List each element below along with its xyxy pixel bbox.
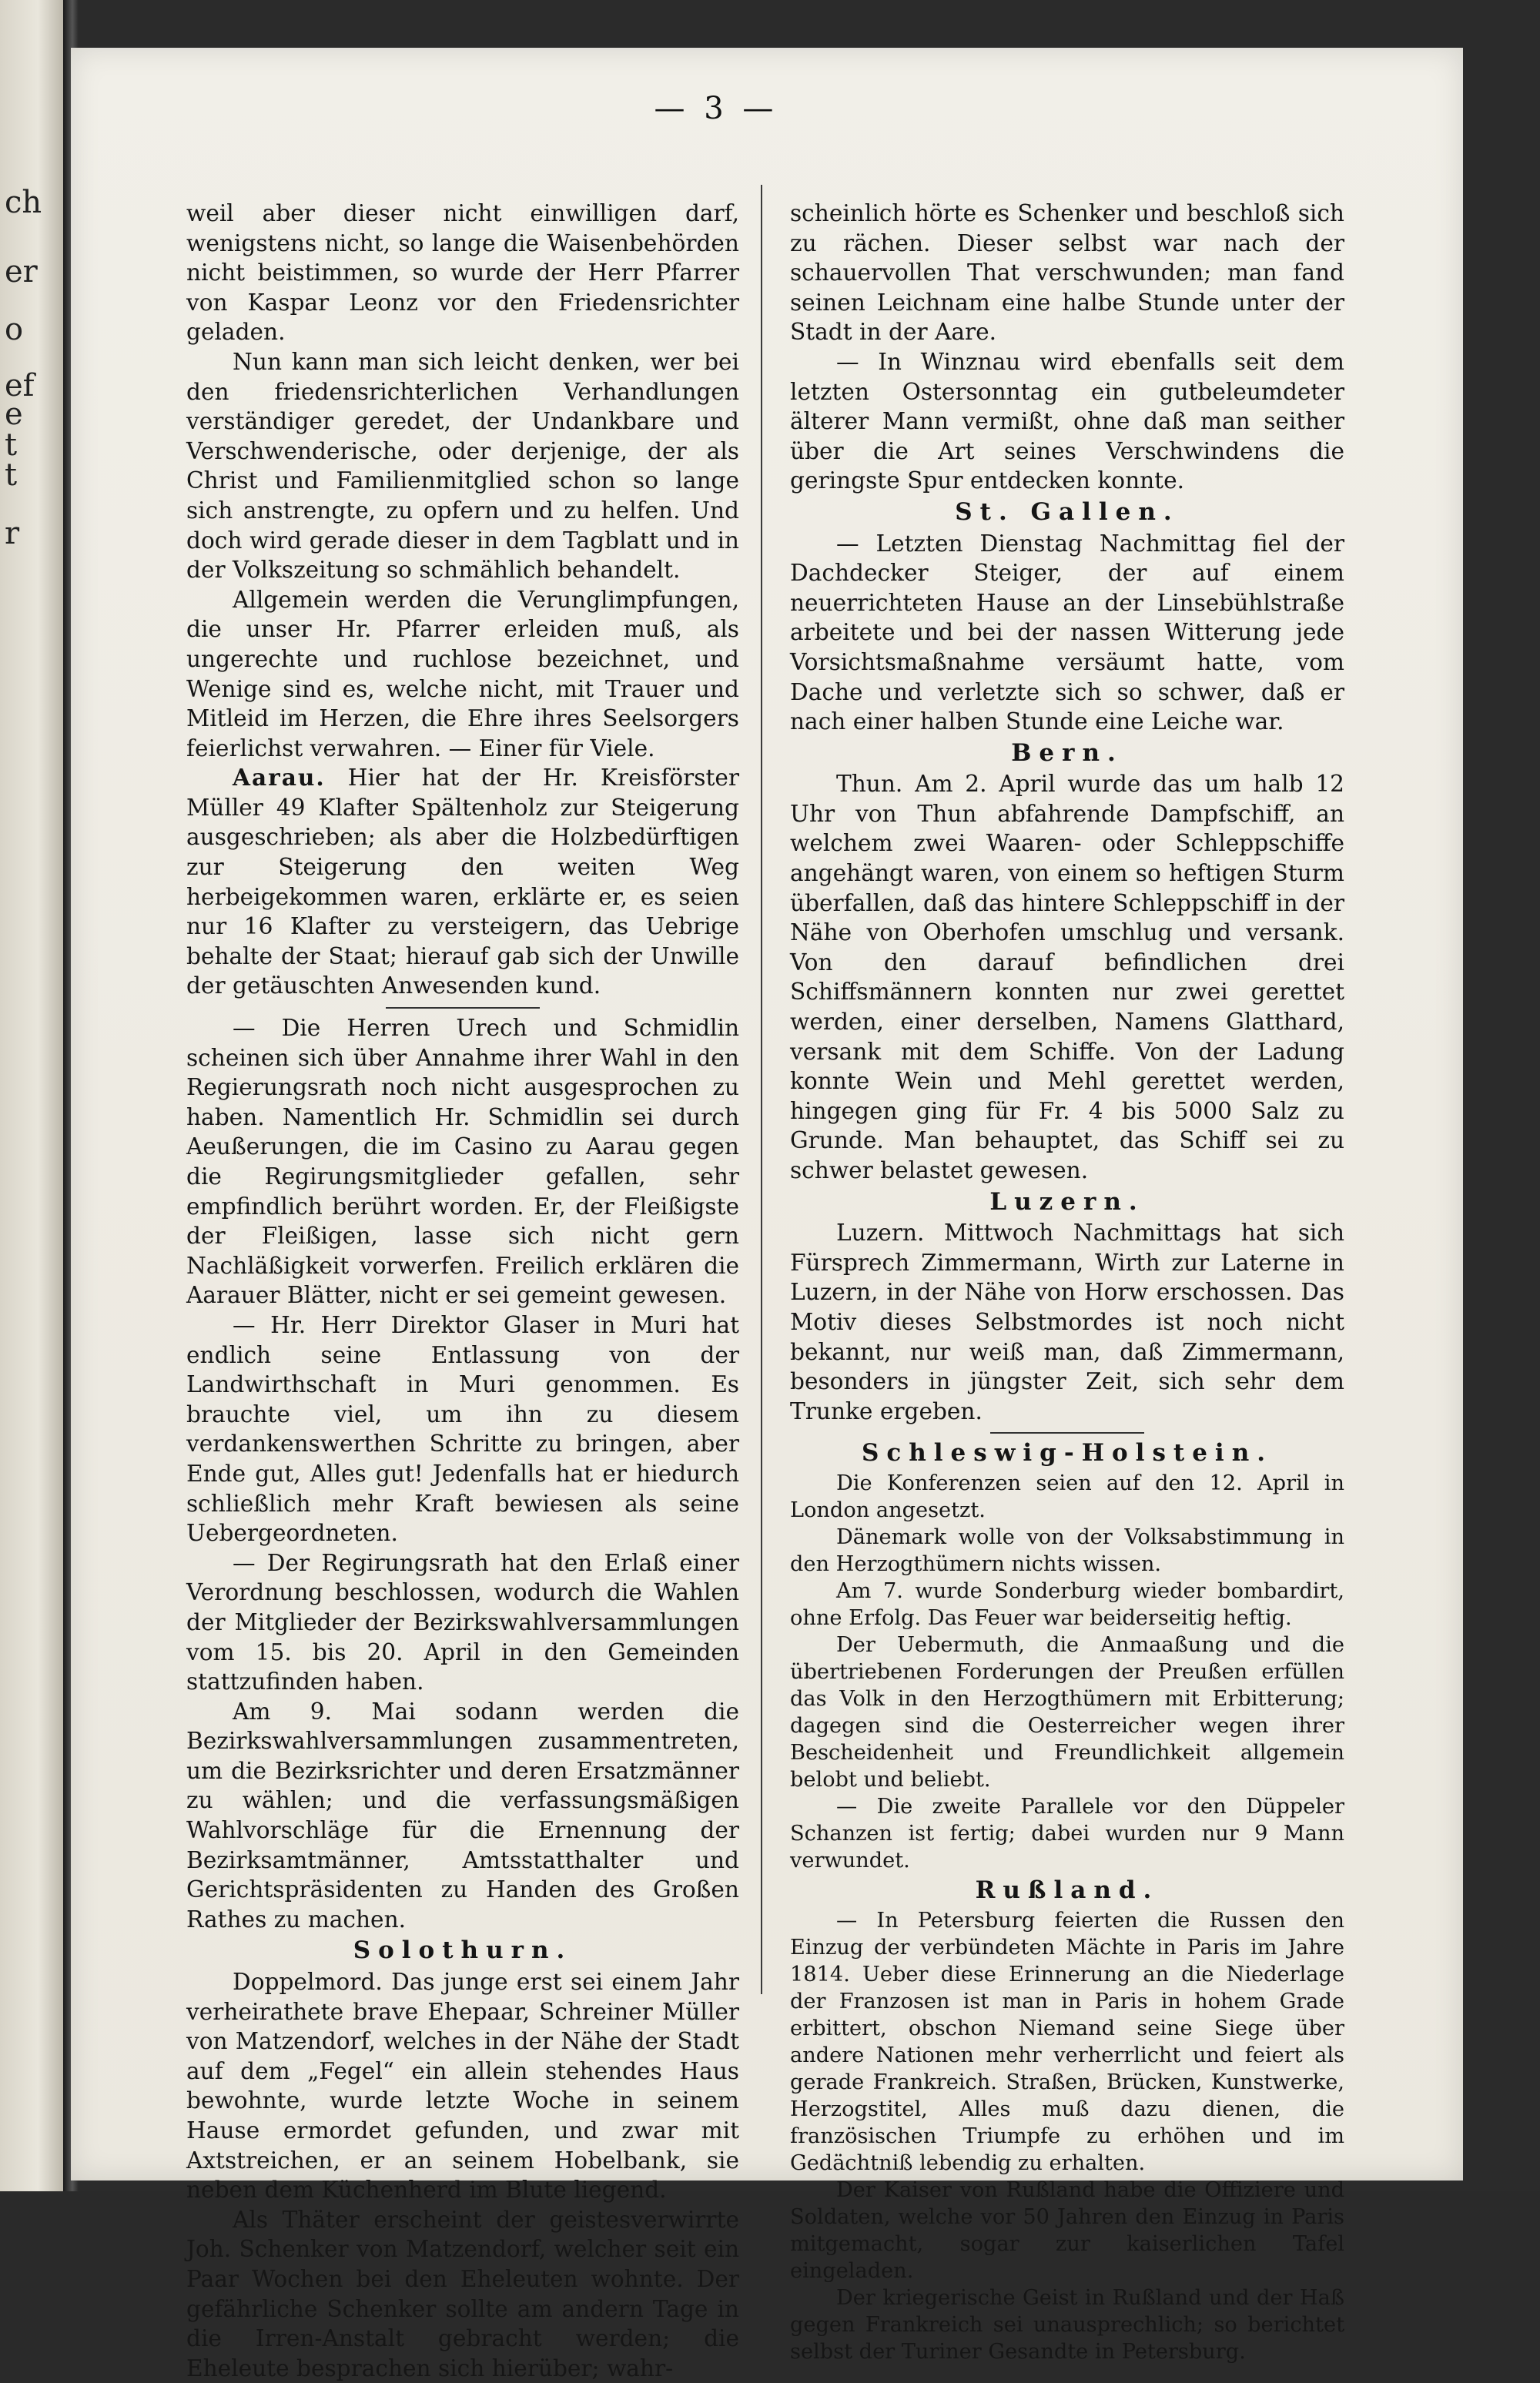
article-paragraph: — In Petersburg feierten die Russen den Einzug der verbündeten Mächte in Paris im Jahre 1814. Ueber diese Erinnerung an die Niederlage der Franzosen ist man in Paris in hohem Grade erbittert, obschon Niemand seine Siege über andere Nationen mehr verherrlicht und feiert als gerade Frankreich. Straßen, Brücken, Kunstwerke, Herzogstitel, Alles muß dazu dienen, die französischen Triumpfe zu erhöhen und im Gedächtniß lebendig zu erhalten.	[790, 1908, 1344, 2175]
previous-page-edge	[0, 0, 63, 2191]
section-heading-solothurn: Solothurn.	[353, 1936, 573, 1965]
article-paragraph: Dänemark wolle von der Volksabstimmung in den Herzogthümern nichts wissen.	[790, 1525, 1344, 1576]
article-paragraph: — Letzten Dienstag Nachmittag fiel der Dachdecker Steiger, der auf einem neuerrichteten Hause an der Linsebühlstraße arbeitete und bei der nassen Witterung jede Vorsichtsmaßnahme versäumt hatte, vom Dache und verletzte sich so schwer, daß er nach einer halben Stunde eine Leiche war.	[790, 530, 1344, 735]
edge-text: ef	[5, 368, 35, 403]
edge-text: r	[5, 516, 20, 551]
section-heading-luzern: Luzern.	[989, 1187, 1145, 1216]
article-paragraph: Nun kann man sich leicht denken, wer bei den friedensrichterlichen Verhandlungen verständiger geredet, der Undankbare und Verschwenderische, oder derjenige, der als Christ und Familienmitglied schon so lange sich anstrengte, zu opfern und zu helfen. Und doch wird gerade dieser in dem Tagblatt und in der Volkszeitung so schmählich behandelt.	[186, 348, 739, 584]
article-paragraph: — Die zweite Parallele vor den Düppeler Schanzen ist fertig; dabei wurden nur 9 Mann verwundet.	[790, 1794, 1344, 1873]
edge-text: t	[5, 427, 18, 463]
article-paragraph: — Hr. Herr Direktor Glaser in Muri hat endlich seine Entlassung von der Landwirthschaft in Muri genommen. Es brauchte viel, um ihn zu diesem verdankenswerthen Schritte zu bringen, aber Ende gut, Alles gut! Jedenfalls hat er hiedurch schließlich mehr Kraft bewiesen als seine Uebergeordneten.	[186, 1311, 739, 1547]
article-paragraph: Die Konferenzen seien auf den 12. April in London angesetzt.	[790, 1471, 1344, 1522]
article-paragraph: weil aber dieser nicht einwilligen darf, wenigstens nicht, so lange die Waisenbehörden nicht beistimmen, so wurde der Herr Pfarrer von Kaspar Leonz vor den Friedensrichter geladen.	[186, 200, 739, 346]
left-column	[186, 199, 739, 2383]
article-paragraph: Thun. Am 2. April wurde das um halb 12 Uhr von Thun abfahrende Dampfschiff, an welchem zwei Waaren- oder Schleppschiffe angehängt waren, von einem so heftigen Sturm überfallen, daß das hintere Schleppschiff in der Nähe von Oberhofen umschlug und versank. Von den darauf befindlichen drei Schiffsmännern konnten nur zwei gerettet werden, einer derselben, Namens Glatthard, versank mit dem Schiffe. Von der Ladung konnte Wein und Mehl gerettet werden, hingegen ging für Fr. 4 bis 5000 Salz zu Grunde. Man behauptet, das Schiff sei zu schwer belastet gewesen.	[790, 771, 1344, 1183]
edge-text: er	[5, 254, 38, 290]
right-column	[790, 199, 1344, 2365]
article-paragraph: Allgemein werden die Verunglimpfungen, die unser Hr. Pfarrer erleiden muß, als ungerechte und ruchlose bezeichnet, und Wenige sind es, welche nicht, mit Trauer und Mitleid im Herzen, die Ehre ihres Seelsorgers feierlichst verwahren. — Einer für Viele.	[186, 586, 739, 761]
article-paragraph: — Der Regirungsrath hat den Erlaß einer Verordnung beschlossen, wodurch die Wahlen der Mitglieder der Bezirkswahlversammlungen vom 15. bis 20. April in den Gemeinden stattzufinden haben.	[186, 1549, 739, 1695]
page-number: — 3 —	[654, 91, 778, 126]
edge-text: o	[5, 312, 24, 347]
article-text: Hier hat der Hr. Kreisförster Müller 49 Klafter Spältenholz zur Steigerung ausgeschrieben; als aber die Holzbedürftigen zur Steigerung den weiten Weg herbeigekommen waren, erklärte er, es seien nur 16 Klafter zu versteigern, das Uebrige behalte der Staat; hierauf gab sich der Unwille der getäuschten Anwesenden kund.	[186, 765, 739, 999]
article-paragraph: Am 9. Mai sodann werden die Bezirkswahlversammlungen zusammentreten, um die Bezirksrichter und deren Ersatzmänner zu wählen; und die verfassungsmäßigen Wahlvorschläge für die Ernennung der Bezirksamtmänner, Amtsstatthalter und Gerichtspräsidenten zu Handen des Großen Rathes zu machen.	[186, 1698, 739, 1933]
article-paragraph: Der Uebermuth, die Anmaaßung und die übertriebenen Forderungen der Preußen erfüllen das Volk in den Herzogthümern mit Erbitterung; dagegen sind die Oesterreicher wegen ihrer Bescheidenheit und Freundlichkeit allgemein belobt und beliebt.	[790, 1632, 1344, 1792]
place-lead: Aarau.	[233, 764, 326, 792]
column-divider	[761, 185, 762, 1994]
article-paragraph: Luzern. Mittwoch Nachmittags hat sich Fürsprech Zimmermann, Wirth zur Laterne in Luzern, in der Nähe von Horw erschossen. Das Motiv dieses Selbstmordes ist noch nicht bekannt, nur weiß man, daß Zimmermann, besonders in jüngster Zeit, sich sehr dem Trunke ergeben.	[790, 1220, 1344, 1424]
article-paragraph: scheinlich hörte es Schenker und beschloß sich zu rächen. Dieser selbst war nach der schauervollen That verschwunden; man fand seinen Leichnam eine halbe Stunde unter der Stadt in der Aare.	[790, 200, 1344, 346]
section-heading-bern: Bern.	[1011, 738, 1123, 767]
edge-text: ch	[5, 185, 42, 220]
article-paragraph: Der Kaiser von Rußland habe die Offiziere und Soldaten, welche vor 50 Jahren den Einzug in Paris mitgemacht, sogar zur kaiserlichen Tafel eingeladen.	[790, 2177, 1344, 2283]
article-paragraph: Doppelmord. Das junge erst sei einem Jahr verheirathete brave Ehepaar, Schreiner Müller von Matzendorf, welches in der Nähe der Stadt auf dem „Fegel“ ein allein stehendes Haus bewohnte, wurde letzte Woche in seinem Hause ermordet gefunden, und zwar mit Axtstreichen, er an seinem Hobelbank, sie neben dem Küchenherd im Blute liegend.	[186, 1969, 739, 2204]
section-heading-russland: Rußland.	[975, 1876, 1160, 1904]
edge-text: e	[5, 397, 23, 432]
article-paragraph: Am 7. wurde Sonderburg wieder bombardirt, ohne Erfolg. Das Feuer war beiderseitig heftig.	[790, 1578, 1344, 1630]
article-paragraph: Der kriegerische Geist in Rußland und der Haß gegen Frankreich sei unausprechlich; so berichtet selbst der Turiner Gesandte in Petersburg.	[790, 2285, 1344, 2364]
article-paragraph: — Die Herren Urech und Schmidlin scheinen sich über Annahme ihrer Wahl in den Regierungsrath noch nicht ausgesprochen zu haben. Namentlich Hr. Schmidlin sei durch Aeußerungen, die im Casino zu Aarau gegen die Regirungsmitglieder gefallen, sehr empfindlich berührt worden. Er, der Fleißigste der Fleißigen, lasse sich nicht gern Nachläßigkeit vorwerfen. Freilich erklären die Aarauer Blätter, nicht er sei gemeint gewesen.	[186, 1015, 739, 1309]
section-rule	[990, 1432, 1144, 1434]
article-paragraph: Als Thäter erscheint der geistesverwirrte Joh. Schenker von Matzendorf, welcher seit ein Paar Wochen bei den Eheleuten wohnte. Der gefährliche Schenker sollte am andern Tage in die Irren-Anstalt gebracht werden; die Eheleute besprachen sich hierüber; wahr-	[186, 2206, 739, 2381]
edge-text: t	[5, 457, 18, 493]
article-paragraph: — In Winznau wird ebenfalls seit dem letzten Ostersonntag ein gutbeleumdeter älterer Mann vermißt, ohne daß man seither über die Art seines Verschwindens die geringste Spur entdecken konnte.	[790, 348, 1344, 494]
section-rule	[386, 1007, 540, 1009]
section-heading-st-gallen: St. Gallen.	[955, 497, 1180, 526]
section-heading-schleswig-holstein: Schleswig-Holstein.	[861, 1439, 1274, 1468]
article-paragraph-aarau	[186, 763, 739, 1001]
